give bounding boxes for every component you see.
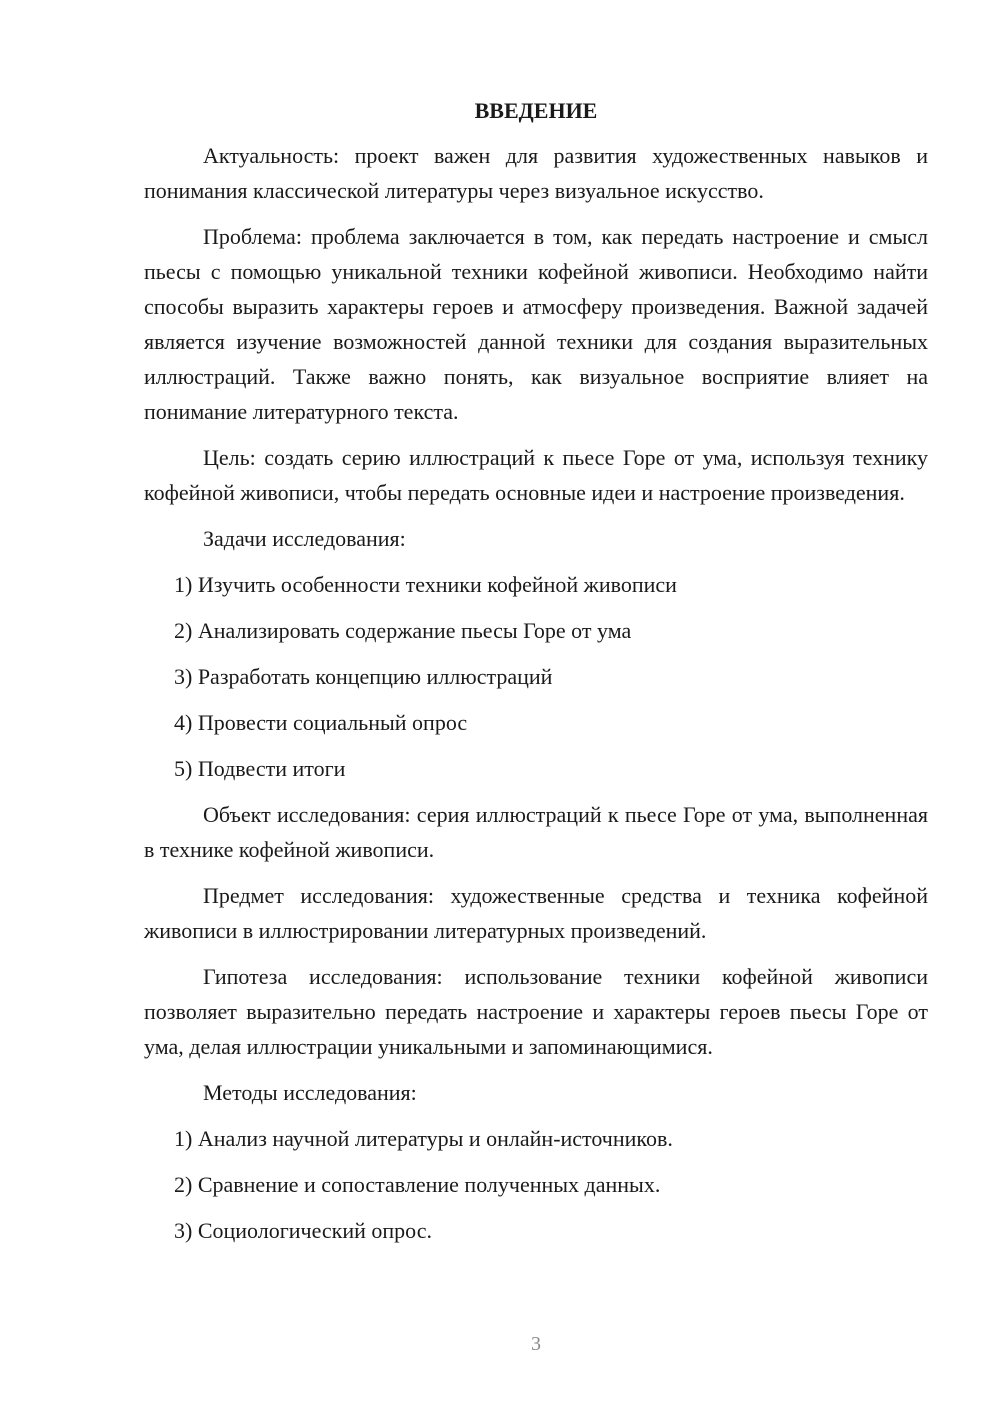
list-item: 4) Провести социальный опрос xyxy=(174,710,468,735)
list-item: 2) Анализировать содержание пьесы Горе от ума xyxy=(174,618,632,643)
object-paragraph: Объект исследования: серия иллюстраций к пьесе Горе от ума, выполненная в технике кофейной живописи. xyxy=(144,802,928,862)
methods-list xyxy=(144,1121,928,1248)
problem-paragraph: Проблема: проблема заключается в том, как передать настроение и смысл пьесы с помощью уникальной техники кофейной живописи. Необходимо найти способы выразить характеры героев и атмосферу произведения. Важной задачей является изучение возможностей данной техники для создания выразительных иллюстраций. Также важно понять, как визуальное восприятие влияет на понимание литературного текста. xyxy=(144,224,928,424)
list-item: 3) Разработать концепцию иллюстраций xyxy=(174,664,553,689)
document-page xyxy=(144,96,928,1259)
list-item: 2) Сравнение и сопоставление полученных данных. xyxy=(174,1172,661,1197)
list-item: 3) Социологический опрос. xyxy=(174,1218,432,1243)
tasks-title: Задачи исследования: xyxy=(203,526,406,551)
section-heading: ВВЕДЕНИЕ xyxy=(474,98,598,123)
methods-title: Методы исследования: xyxy=(203,1080,417,1105)
page-number: 3 xyxy=(531,1333,541,1355)
tasks-list xyxy=(144,567,928,786)
subject-paragraph: Предмет исследования: художественные средства и техника кофейной живописи в иллюстрировании литературных произведений. xyxy=(144,883,928,943)
hypothesis-paragraph: Гипотеза исследования: использование техники кофейной живописи позволяет выразительно передать настроение и характеры героев пьесы Горе от ума, делая иллюстрации уникальными и запоминающимися. xyxy=(144,964,928,1059)
list-item: 1) Анализ научной литературы и онлайн-источников. xyxy=(174,1126,673,1151)
goal-paragraph: Цель: создать серию иллюстраций к пьесе Горе от ума, используя технику кофейной живописи, чтобы передать основные идеи и настроение произведения. xyxy=(144,445,928,505)
list-item: 1) Изучить особенности техники кофейной живописи xyxy=(174,572,677,597)
relevance-paragraph: Актуальность: проект важен для развития художественных навыков и понимания классической литературы через визуальное искусство. xyxy=(144,143,928,203)
list-item: 5) Подвести итоги xyxy=(174,756,346,781)
